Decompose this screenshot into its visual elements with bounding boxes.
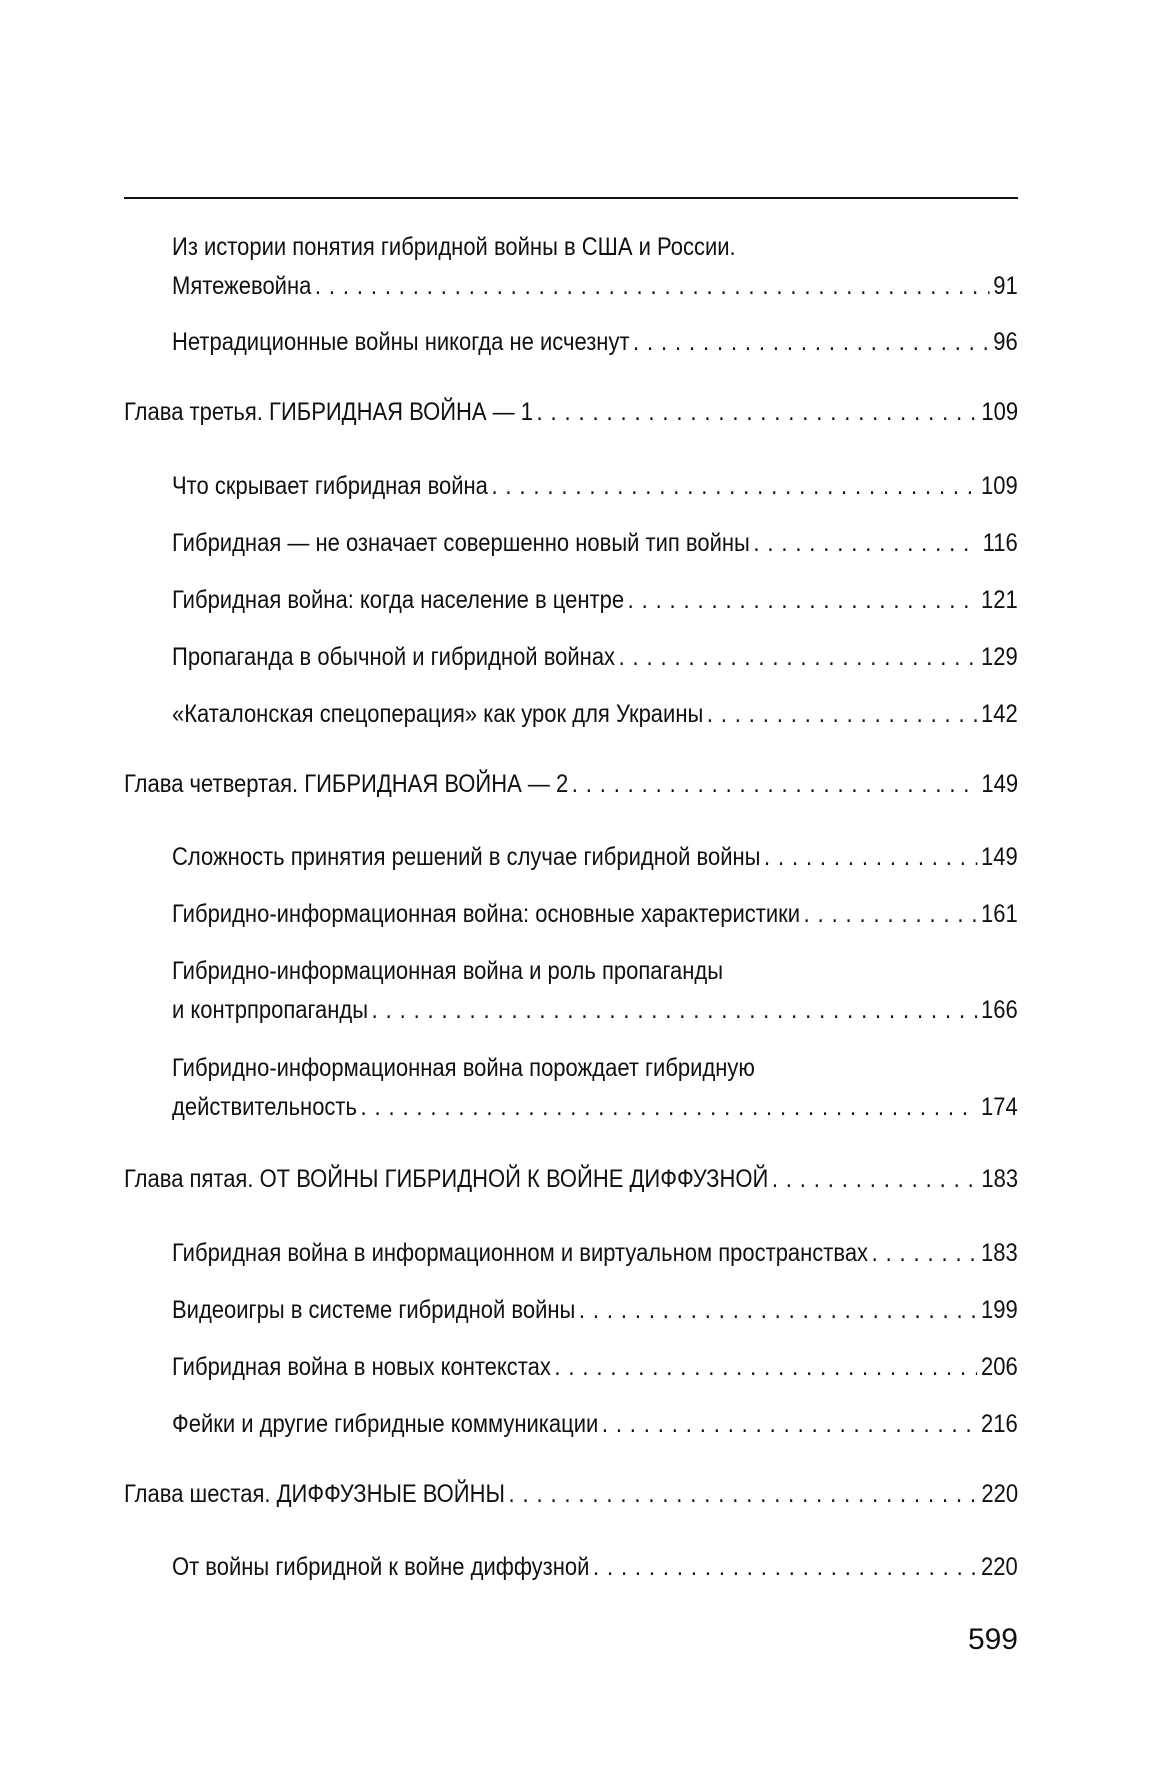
toc-entry-title: Нетрадиционные войны никогда не исчезнут	[172, 328, 630, 356]
toc-entry-title-line: Из истории понятия гибридной войны в США и России.	[172, 233, 736, 261]
dot-leader	[572, 765, 978, 804]
toc-entry-title-line: Гибридно-информационная война порождает гибридную	[172, 1054, 755, 1082]
toc-entry[interactable]	[172, 228, 1018, 306]
toc-entry-page: 183	[981, 1165, 1019, 1193]
dot-leader	[537, 393, 978, 432]
toc-entry[interactable]	[172, 1548, 1018, 1587]
toc-chapter-entry[interactable]	[124, 1160, 1018, 1199]
toc-chapter-title: Глава третья. ГИБРИДНАЯ ВОЙНА — 1	[124, 398, 534, 426]
toc-entry-page: 96	[993, 328, 1018, 356]
toc-entry[interactable]	[172, 695, 1018, 734]
toc-chapter-title: Глава пятая. ОТ ВОЙНЫ ГИБРИДНОЙ К ВОЙНЕ ДИФФУЗНОЙ	[124, 1165, 769, 1193]
toc-entry-page: 129	[980, 643, 1018, 671]
toc-entry-title: Гибридно-информационная война: основные характеристики	[172, 900, 801, 928]
toc-entry-title-line: Гибридно-информационная война и роль пропаганды	[172, 957, 724, 985]
dot-leader	[372, 991, 978, 1030]
toc-entry[interactable]	[172, 524, 1018, 563]
toc-entry-title: Гибридная война в информационном и виртуальном пространствах	[172, 1239, 869, 1267]
toc-chapter-entry[interactable]	[124, 1475, 1018, 1514]
dot-leader	[554, 1348, 977, 1387]
toc-entry-page: 109	[980, 472, 1018, 500]
top-rule	[124, 197, 1018, 199]
toc-entry[interactable]	[172, 1405, 1018, 1444]
toc-entry-page: 220	[981, 1480, 1019, 1508]
toc-entry-title: Гибридная война: когда население в центре	[172, 586, 625, 614]
toc-entry-title: Фейки и другие гибридные коммуникации	[172, 1410, 599, 1438]
toc-entry-page: 116	[982, 529, 1018, 557]
toc-entry[interactable]	[172, 895, 1018, 934]
toc-entry-page: 149	[981, 770, 1019, 798]
toc-entry-title: Пропаганда в обычной и гибридной войнах	[172, 643, 616, 671]
toc-entry[interactable]	[172, 838, 1018, 877]
toc-chapter-title: Глава четвертая. ГИБРИДНАЯ ВОЙНА — 2	[124, 770, 569, 798]
toc-entry-page: 220	[980, 1553, 1018, 1581]
toc-entry[interactable]	[172, 1291, 1018, 1330]
toc-entry-page: 149	[980, 843, 1018, 871]
toc-entry[interactable]	[172, 467, 1018, 506]
page-number: 599	[967, 1623, 1018, 1656]
toc-chapter-title: Глава шестая. ДИФФУЗНЫЕ ВОЙНЫ	[124, 1480, 505, 1508]
dot-leader	[491, 467, 977, 506]
toc-entry-page: 199	[980, 1296, 1018, 1324]
toc-entry-title: и контрпропаганды	[172, 996, 369, 1024]
toc-entry-page: 91	[993, 272, 1018, 300]
dot-leader	[764, 838, 977, 877]
toc-entry[interactable]	[172, 638, 1018, 677]
toc-entry-page: 216	[980, 1410, 1018, 1438]
toc-entry-title: Сложность принятия решений в случае гибридной войны	[172, 843, 761, 871]
dot-leader	[360, 1088, 977, 1127]
toc-chapter-entry[interactable]	[124, 393, 1018, 432]
dot-leader	[628, 581, 978, 620]
toc-entry[interactable]	[172, 581, 1018, 620]
dot-leader	[579, 1291, 978, 1330]
toc-entry-page: 142	[980, 700, 1018, 728]
toc-entry-page: 121	[980, 586, 1018, 614]
toc-entry-title: Мятежевойна	[172, 272, 312, 300]
toc-entry-title: Гибридная война в новых контекстах	[172, 1353, 551, 1381]
dot-leader	[804, 895, 978, 934]
toc-entry-page: 166	[980, 996, 1018, 1024]
toc-entry-title: Что скрывает гибридная война	[172, 472, 488, 500]
dot-leader	[315, 267, 990, 306]
toc-entry[interactable]	[172, 952, 1018, 1030]
toc-entry-title: «Каталонская спецоперация» как урок для Украины	[172, 700, 704, 728]
toc-entry-page: 161	[980, 900, 1018, 928]
toc-entry-page: 109	[981, 398, 1019, 426]
dot-leader	[753, 524, 979, 563]
toc-entry[interactable]	[172, 323, 1018, 362]
dot-leader	[619, 638, 978, 677]
dot-leader	[593, 1548, 977, 1587]
toc-entry-title: Видеоигры в системе гибридной войны	[172, 1296, 576, 1324]
toc-entry[interactable]	[172, 1049, 1018, 1127]
toc-entry-page: 206	[980, 1353, 1018, 1381]
toc-chapter-entry[interactable]	[124, 765, 1018, 804]
toc-entry[interactable]	[172, 1234, 1018, 1273]
dot-leader	[872, 1234, 978, 1273]
dot-leader	[633, 323, 990, 362]
toc-entry-title: Гибридная — не означает совершенно новый тип войны	[172, 529, 750, 557]
dot-leader	[508, 1475, 977, 1514]
toc-entry-page: 174	[980, 1093, 1018, 1121]
toc-entry-title: действительность	[172, 1093, 357, 1121]
toc-entry-page: 183	[980, 1239, 1018, 1267]
dot-leader	[772, 1160, 978, 1199]
toc-entry[interactable]	[172, 1348, 1018, 1387]
dot-leader	[707, 695, 978, 734]
toc-entry-title: От войны гибридной к войне диффузной	[172, 1553, 590, 1581]
dot-leader	[602, 1405, 978, 1444]
